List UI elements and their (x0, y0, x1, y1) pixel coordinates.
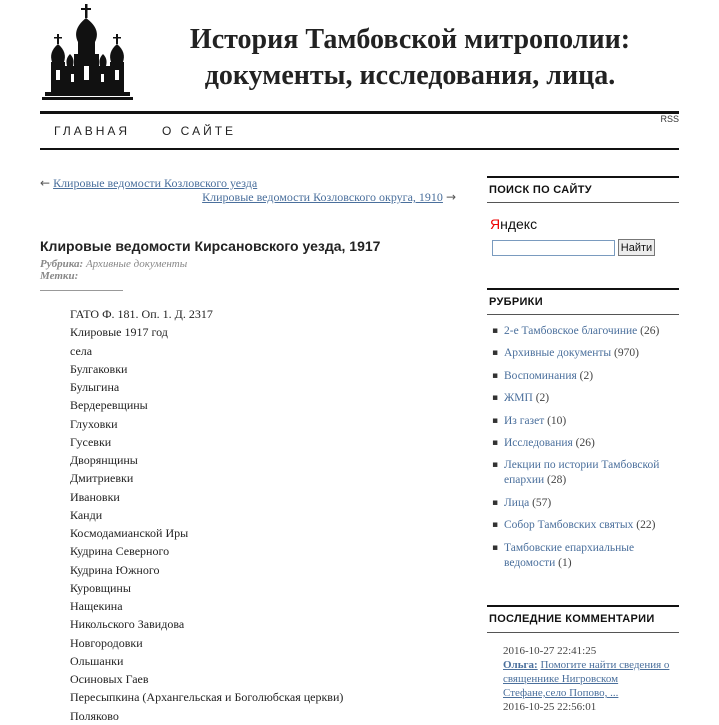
category-link[interactable]: Лица (504, 496, 530, 509)
comment-item (503, 658, 679, 700)
category-label: Рубрика: (40, 258, 84, 270)
comment-post-link[interactable]: Помогите найти сведения о священнике Нигровском Стефане,село Попово, ... (503, 659, 670, 699)
post-title[interactable]: Клировые ведомости Кирсановского уезда, 1917 (40, 238, 381, 254)
post-text-line: Клировые 1917 год (70, 325, 168, 340)
category-item (492, 324, 679, 339)
comments-widget-top-rule (487, 605, 679, 607)
categories-widget-top-rule (487, 288, 679, 290)
category-count: (22) (636, 519, 656, 532)
post-text-line: Новгородовки (70, 635, 143, 650)
categories-widget-title: РУБРИКИ (489, 296, 543, 308)
category-link[interactable]: Архивные документы (85, 258, 188, 270)
arrow-left-icon: ← (40, 176, 51, 190)
category-link[interactable]: 2-е Тамбовское благочиние (504, 325, 638, 337)
category-item (492, 414, 679, 429)
category-link[interactable]: Собор Тамбовских святых (504, 519, 634, 532)
site-title-line1: История Тамбовской митрополии: (189, 24, 631, 55)
category-item (492, 496, 679, 511)
post-text-line: Дворянщины (70, 453, 138, 467)
post-text-line: Дмитриевки (70, 471, 134, 486)
search-button[interactable]: Найти (618, 239, 655, 256)
post-text-line: Гусевки (70, 434, 112, 449)
category-count: (28) (547, 474, 567, 487)
tags-label: Метки: (40, 270, 79, 282)
comment-date: 2016-10-27 22:41:25 (503, 645, 597, 657)
category-link[interactable]: Исследования (504, 436, 573, 449)
site-title[interactable] (140, 22, 680, 94)
post-text-line: Канди (70, 507, 103, 522)
search-widget-top-rule (487, 176, 679, 178)
post-text-line: Осиновых Гаев (70, 672, 149, 686)
post-content (70, 305, 343, 725)
header-divider (40, 111, 679, 114)
next-post-link[interactable]: Клировые ведомости Козловского округа, 1910 (202, 190, 443, 204)
category-link[interactable]: Архивные документы (504, 347, 612, 360)
post-meta (40, 258, 187, 282)
search-input[interactable] (492, 240, 615, 256)
post-text-line: Ивановки (70, 489, 120, 504)
search-widget-title: ПОИСК ПО САЙТУ (489, 184, 592, 196)
comment-author-link[interactable]: Ольга: (503, 659, 538, 671)
post-text-line: Нащекина (70, 599, 123, 613)
post-text-line: села (70, 343, 93, 358)
category-item (492, 369, 679, 384)
category-item (492, 391, 679, 406)
post-text-line: Куровщины (70, 580, 131, 595)
category-item (492, 518, 679, 533)
category-count: (2) (535, 392, 550, 405)
category-link[interactable]: Лекции по истории Тамбовской епархии (504, 459, 660, 487)
search-widget-bottom-rule (487, 202, 679, 203)
site-title-line2: документы, исследования, лица. (204, 60, 616, 91)
category-count: (2) (579, 369, 594, 382)
prev-post-link-wrap (40, 176, 257, 191)
category-item (492, 346, 679, 361)
category-count: (1) (558, 556, 572, 569)
post-text-line: Булыгина (70, 380, 120, 394)
category-count: (26) (575, 436, 595, 449)
comments-list (503, 644, 679, 714)
comments-widget-bottom-rule (487, 632, 679, 633)
post-text-line: Пересыпкина (Архангельская и Боголюбская церкви) (70, 690, 344, 705)
nav-divider (40, 148, 679, 150)
comment-date: 2016-10-25 22:56:01 (503, 701, 597, 713)
post-text-line: Кудрина Южного (70, 562, 160, 577)
post-text-line: Никольского Завидова (70, 617, 185, 632)
category-link[interactable]: Из газет (504, 414, 545, 427)
categories-list (492, 324, 679, 578)
category-item (492, 541, 679, 571)
post-text-line: ГАТО Ф. 181. Оп. 1. Д. 2317 (70, 307, 213, 321)
yandex-logo: Яндекс (490, 216, 538, 232)
category-link[interactable]: Воспоминания (504, 369, 577, 382)
comments-widget-title: ПОСЛЕДНИЕ КОММЕНТАРИИ (489, 613, 655, 625)
post-text-line: Ольшанки (70, 653, 124, 668)
category-count: (970) (614, 347, 639, 360)
post-text-line: Булгаковки (70, 361, 128, 376)
main-nav (40, 124, 679, 148)
category-item (492, 458, 679, 488)
category-count: (57) (532, 496, 552, 509)
nav-item-about[interactable]: О САЙТЕ (162, 124, 237, 138)
nav-item-home[interactable]: ГЛАВНАЯ (54, 124, 131, 138)
category-link[interactable]: ЖМП (504, 392, 533, 405)
post-text-line: Кудрина Северного (70, 544, 170, 559)
categories-widget-bottom-rule (487, 314, 679, 315)
meta-divider (40, 290, 123, 291)
post-text-line: Поляково (70, 708, 119, 723)
category-item (492, 436, 679, 451)
arrow-right-icon: → (445, 190, 456, 204)
category-count: (26) (640, 325, 660, 337)
rss-link[interactable]: RSS (660, 114, 679, 124)
prev-post-link[interactable]: Клировые ведомости Козловского уезда (53, 176, 258, 190)
post-text-line: Вердеревщины (70, 398, 148, 413)
post-text-line: Глуховки (70, 416, 118, 431)
post-text-line: Космодамианской Иры (70, 526, 189, 540)
category-count: (10) (547, 414, 567, 427)
church-logo-icon (40, 4, 135, 104)
next-post-link-wrap (202, 190, 456, 205)
category-link[interactable]: Тамбовские епархиальные ведомости (504, 541, 635, 569)
